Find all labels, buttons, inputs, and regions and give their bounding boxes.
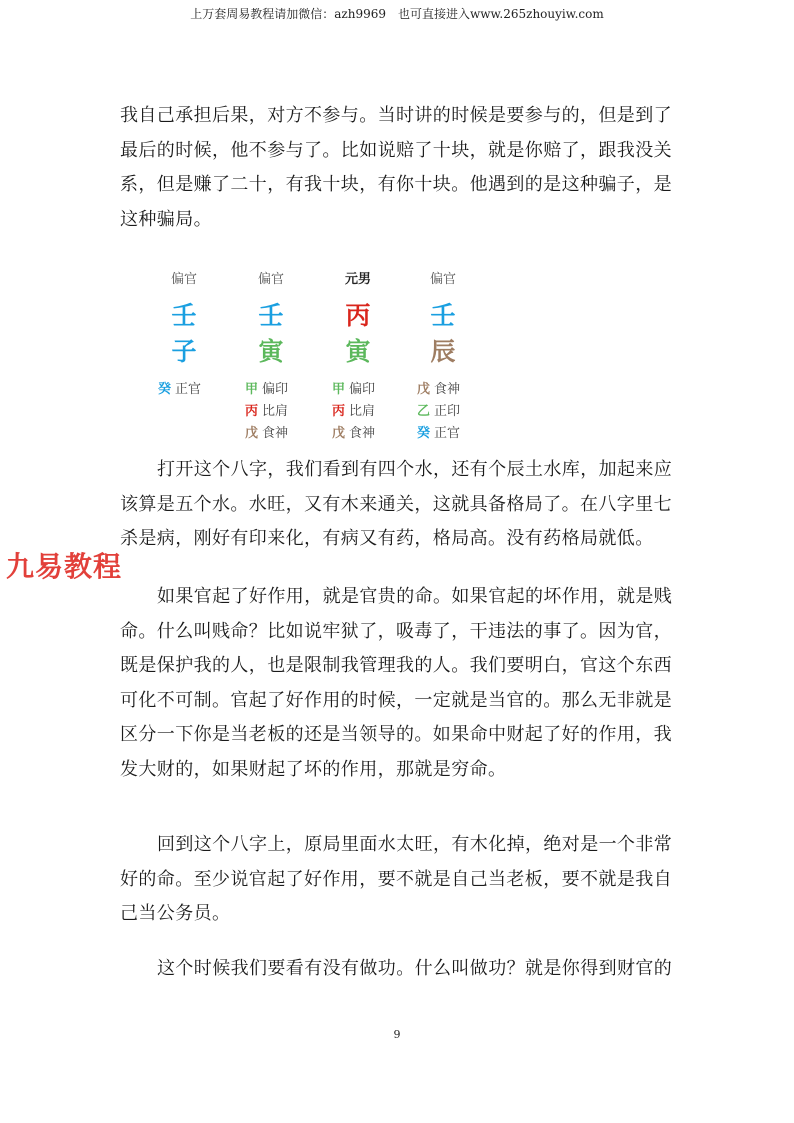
ten-god-label: 正官 — [434, 426, 461, 441]
earthly-branch: 寅 — [258, 337, 284, 366]
ten-god-label: 正印 — [434, 404, 461, 419]
hidden-stem-row — [158, 378, 201, 400]
hidden-stem-row — [245, 422, 288, 444]
hidden-stem: 甲 — [332, 382, 346, 397]
hidden-stem: 戊 — [245, 426, 259, 441]
hidden-stem-row — [245, 400, 288, 422]
ten-god-label: 偏印 — [262, 382, 289, 397]
column-label: 元男 — [344, 272, 371, 287]
ten-god-label: 正官 — [175, 382, 202, 397]
hidden-stem-row — [332, 378, 375, 400]
paragraph-4: 回到这个八字上，原局里面水太旺，有木化掉，绝对是一个非常好的命。至少说官起了好作用，要不就是自己当老板，要不就是我自己当公务员。 — [120, 834, 673, 924]
column-label: 偏官 — [170, 272, 197, 287]
hidden-stem: 戊 — [417, 382, 431, 397]
ten-god-label: 比肩 — [349, 404, 376, 419]
column-label: 偏官 — [257, 272, 284, 287]
paragraph-5: 这个时候我们要看有没有做功。什么叫做功？就是你得到财官的 — [157, 958, 673, 979]
hidden-stem: 丙 — [245, 404, 259, 419]
ten-god-label: 食神 — [349, 426, 376, 441]
paragraph-2: 打开这个八字，我们看到有四个水，还有个辰土水库，加起来应该算是五个水。水旺，又有木来通关，这就具备格局了。在八字里七杀是病，刚好有印来化，有病又有药，格局高。没有药格局就低。 — [120, 459, 673, 549]
page-header: 上万套周易教程请加微信：azh9969 也可直接进入www.265zhouyiw.com — [190, 7, 604, 21]
earthly-branch: 寅 — [345, 337, 371, 366]
paragraph-3: 如果官起了好作用，就是官贵的命。如果官起的坏作用，就是贱命。什么叫贱命？比如说牢狱了，吸毒了，干违法的事了。因为官，既是保护我的人，也是限制我管理我的人。我们要明白，官这个东西可化不可制。官起了好作用的时候，一定就是当官的。那么无非就是区分一下你是当老板的还是当领导的。如果命中财起了好的作用，我发大财的，如果财起了坏的作用，那就是穷命。 — [120, 586, 673, 780]
ten-god-label: 食神 — [434, 382, 461, 397]
hidden-stem-row — [332, 400, 375, 422]
paragraph-1: 我自己承担后果，对方不参与。当时讲的时候是要参与的，但是到了最后的时候，他不参与了。比如说赔了十块，就是你赔了，跟我没关系，但是赚了二十，有我十块，有你十块。他遇到的是这种骗子，是这种骗局。 — [120, 105, 672, 230]
earthly-branch: 子 — [171, 337, 197, 366]
hidden-stem-row — [332, 422, 375, 444]
column-label: 偏官 — [429, 272, 456, 287]
hidden-stem-row — [417, 400, 460, 422]
hidden-stem: 戊 — [332, 426, 346, 441]
hidden-stem: 丙 — [332, 404, 346, 419]
page-number: 9 — [393, 1028, 401, 1041]
watermark-logo-text: 九易教程 — [6, 550, 123, 583]
ten-god-label: 偏印 — [349, 382, 376, 397]
heavenly-stem: 壬 — [258, 301, 284, 330]
hidden-stem: 乙 — [417, 404, 431, 419]
heavenly-stem: 丙 — [345, 301, 371, 330]
hidden-stem-row — [245, 378, 288, 400]
hidden-stem: 癸 — [158, 382, 172, 397]
ten-god-label: 比肩 — [262, 404, 289, 419]
heavenly-stem: 壬 — [171, 301, 197, 330]
ten-god-label: 食神 — [262, 426, 289, 441]
hidden-stem: 甲 — [245, 382, 259, 397]
earthly-branch: 辰 — [430, 337, 456, 366]
hidden-stem-row — [417, 422, 460, 444]
hidden-stem: 癸 — [417, 426, 431, 441]
bazi-chart — [150, 268, 490, 444]
heavenly-stem: 壬 — [430, 301, 456, 330]
hidden-stem-row — [417, 378, 460, 400]
